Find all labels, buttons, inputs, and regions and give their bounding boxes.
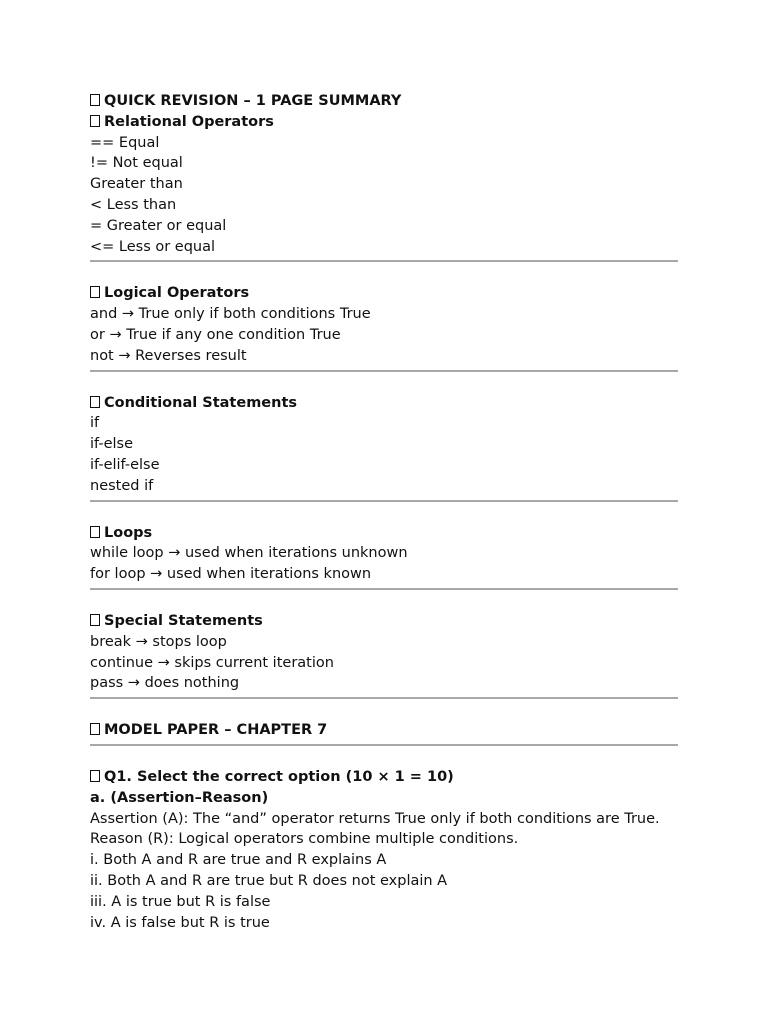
conditional-item: nested if: [90, 477, 154, 494]
relational-heading: Relational Operators: [90, 112, 678, 133]
conditional-item: if-else: [90, 436, 133, 453]
section-divider: [90, 260, 678, 262]
missing-glyph-icon: [90, 723, 100, 735]
section-divider: [90, 744, 678, 746]
special-item: break → stops loop: [90, 633, 227, 650]
loops-item: for loop → used when iterations known: [90, 566, 372, 583]
loops-heading: Loops: [90, 523, 678, 544]
conditional-item: if-elif-else: [90, 456, 160, 473]
missing-glyph-icon: [90, 614, 100, 626]
logical-heading: Logical Operators: [90, 283, 678, 304]
special-heading: Special Statements: [90, 611, 678, 632]
option-item: iii. A is true but R is false: [90, 893, 271, 910]
relational-item: <= Less or equal: [90, 238, 216, 255]
relational-item: Greater than: [90, 176, 183, 193]
relational-item: = Greater or equal: [90, 217, 227, 234]
relational-item: < Less than: [90, 196, 177, 213]
section-divider: [90, 500, 678, 502]
q1-subheading: a. (Assertion–Reason): [90, 789, 269, 806]
model-paper-title: MODEL PAPER – CHAPTER 7: [90, 720, 678, 741]
document-page: [90, 91, 678, 933]
section-divider: [90, 588, 678, 590]
option-item: iv. A is false but R is true: [90, 914, 270, 931]
q1-heading: Q1. Select the correct option (10 × 1 = 10): [90, 767, 678, 788]
conditional-heading: Conditional Statements: [90, 393, 678, 414]
missing-glyph-icon: [90, 396, 100, 408]
missing-glyph-icon: [90, 526, 100, 538]
logical-item: and → True only if both conditions True: [90, 306, 371, 323]
logical-item: not → Reverses result: [90, 347, 247, 364]
option-item: i. Both A and R are true and R explains A: [90, 852, 387, 869]
option-item: ii. Both A and R are true but R does not explain A: [90, 872, 448, 889]
special-item: pass → does nothing: [90, 675, 240, 692]
section-divider: [90, 370, 678, 372]
missing-glyph-icon: [90, 286, 100, 298]
relational-item: == Equal: [90, 134, 160, 151]
loops-item: while loop → used when iterations unknown: [90, 545, 408, 562]
special-item: continue → skips current iteration: [90, 654, 334, 671]
conditional-item: if: [90, 415, 100, 432]
section-divider: [90, 697, 678, 699]
summary-title: QUICK REVISION – 1 PAGE SUMMARY: [90, 91, 678, 112]
assertion-text: Assertion (A): The “and” operator returns True only if both conditions are True.: [90, 810, 660, 827]
missing-glyph-icon: [90, 770, 100, 782]
reason-text: Reason (R): Logical operators combine multiple conditions.: [90, 831, 519, 848]
logical-item: or → True if any one condition True: [90, 326, 341, 343]
relational-item: != Not equal: [90, 155, 183, 172]
missing-glyph-icon: [90, 115, 100, 127]
missing-glyph-icon: [90, 94, 100, 106]
